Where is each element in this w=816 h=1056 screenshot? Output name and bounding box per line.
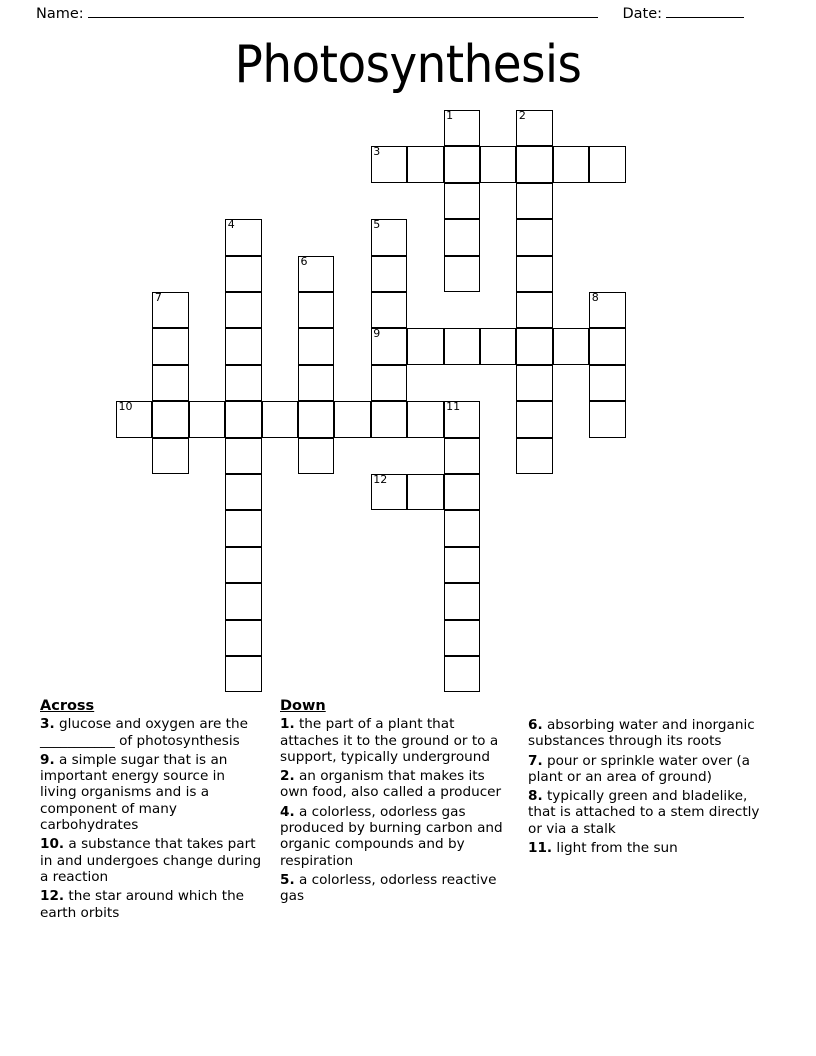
grid-cell[interactable] [298,438,334,474]
grid-cell[interactable] [480,328,516,364]
clue-number: 7. [528,752,543,769]
grid-cell[interactable] [371,146,407,182]
clue-item [528,788,776,837]
grid-cell-number: 11 [446,400,461,414]
clues-section [0,698,816,924]
clue-number: 9. [40,751,55,768]
grid-cell-number: 5 [373,218,381,232]
clue-text: light from the sun [552,840,678,857]
clue-number: 12. [40,888,65,905]
grid-cell[interactable] [116,401,152,437]
grid-cell[interactable] [516,401,552,437]
clue-number: 11. [528,840,553,857]
down-clue-list-2 [528,717,776,856]
grid-cell[interactable] [225,474,261,510]
grid-cell[interactable] [444,620,480,656]
grid-cell[interactable] [407,328,443,364]
grid-cell[interactable] [516,183,552,219]
grid-cell[interactable] [189,401,225,437]
grid-cell-number: 2 [518,109,526,122]
grid-cell[interactable] [225,256,261,292]
clue-item [40,752,262,833]
grid-cell[interactable] [516,328,552,364]
grid-cell[interactable] [371,256,407,292]
grid-cell[interactable] [225,292,261,328]
grid-cell-number: 9 [373,327,381,341]
grid-cell[interactable] [480,146,516,182]
clue-text: typically green and bladelike, that is attached to a stem directly or via a stalk [528,788,760,837]
grid-cell[interactable] [152,438,188,474]
grid-cell[interactable] [152,292,188,328]
clue-text: a substance that takes part in and undergoes change during a reaction [40,836,262,885]
clue-item [40,716,262,749]
grid-cell[interactable] [589,146,625,182]
grid-cell[interactable] [225,438,261,474]
grid-cell[interactable] [444,438,480,474]
clue-item [528,840,776,856]
clue-item [280,872,510,905]
grid-cell[interactable] [407,401,443,437]
clue-text: pour or sprinkle water over (a plant or an area of ground) [528,752,750,785]
across-heading: Across [40,698,95,714]
clue-text: the star around which the earth orbits [40,888,245,921]
grid-cell[interactable] [152,365,188,401]
clue-item [528,753,776,786]
across-clue-list [40,716,262,921]
grid-cell[interactable] [589,401,625,437]
grid-cell[interactable] [444,583,480,619]
grid-cell[interactable] [589,328,625,364]
clue-number: 2. [280,768,295,785]
down-clue-list-1 [280,716,510,904]
grid-cell[interactable] [444,110,480,146]
clue-number: 4. [280,803,295,820]
clue-column-down-continued [528,698,776,924]
grid-cell-number: 10 [118,400,133,414]
grid-cell[interactable] [225,620,261,656]
grid-cell-number: 1 [446,109,454,122]
grid-cell[interactable] [516,438,552,474]
page-title: Photosynthesis [234,35,582,95]
grid-cell[interactable] [516,256,552,292]
name-label: Name: [36,6,84,22]
grid-cell[interactable] [152,328,188,364]
grid-cell-number: 3 [373,145,381,159]
grid-cell[interactable] [516,292,552,328]
clue-item [280,716,510,765]
grid-cell[interactable] [444,219,480,255]
grid-cell[interactable] [225,656,261,692]
grid-cell[interactable] [444,328,480,364]
clue-text: glucose and oxygen are the ___________ of photosynthesis [40,716,248,749]
grid-cell[interactable] [298,256,334,292]
grid-cell-number: 7 [154,291,162,304]
grid-cell[interactable] [444,547,480,583]
grid-cell[interactable] [225,510,261,546]
clue-column-spacer [528,698,776,717]
clue-text: an organism that makes its own food, also called a producer [280,768,502,801]
clue-text: a colorless, odorless reactive gas [280,871,497,905]
grid-cell[interactable] [444,401,480,437]
grid-cell[interactable] [516,365,552,401]
clue-number: 8. [528,788,543,805]
grid-cell[interactable] [262,401,298,437]
grid-cell[interactable] [225,547,261,583]
grid-cell-number: 4 [227,218,235,232]
grid-cell[interactable] [589,365,625,401]
grid-cell[interactable] [444,256,480,292]
clue-number: 10. [40,836,65,853]
clue-text: absorbing water and inorganic substances through its roots [528,717,755,750]
grid-cell[interactable] [589,292,625,328]
grid-cell[interactable] [407,146,443,182]
grid-cell[interactable] [516,146,552,182]
grid-cell[interactable] [444,146,480,182]
grid-cell-number: 6 [300,254,308,268]
grid-cell[interactable] [225,219,261,255]
clue-item [528,717,776,750]
clue-column-across [40,698,280,924]
grid-cell[interactable] [225,365,261,401]
clue-number: 5. [280,871,295,888]
clue-item [40,836,262,885]
grid-cell[interactable] [444,183,480,219]
grid-cell[interactable] [371,365,407,401]
grid-cell[interactable] [225,401,261,437]
clue-number: 1. [280,716,295,733]
grid-cell[interactable] [371,328,407,364]
clue-item [280,804,510,869]
grid-cell[interactable] [444,510,480,546]
date-label: Date: [622,6,662,22]
grid-cell[interactable] [553,146,589,182]
grid-cell[interactable] [152,401,188,437]
grid-cell[interactable] [298,365,334,401]
clue-item [280,768,510,801]
grid-cell[interactable] [371,401,407,437]
down-heading: Down [280,698,326,714]
grid-cell[interactable] [371,474,407,510]
grid-cell[interactable] [553,328,589,364]
grid-cell[interactable] [298,292,334,328]
grid-cell[interactable] [444,656,480,692]
grid-cell[interactable] [334,401,370,437]
clue-number: 3. [40,716,55,733]
grid-cell[interactable] [225,328,261,364]
grid-cell[interactable] [516,219,552,255]
grid-cell[interactable] [516,110,552,146]
grid-cell[interactable] [371,219,407,255]
grid-cell[interactable] [225,583,261,619]
clue-column-down [280,698,528,924]
grid-cell[interactable] [407,474,443,510]
grid-cell-number: 12 [373,473,388,486]
clue-text: a simple sugar that is an important energy source in living organisms and is a component of many carbohydrates [40,751,228,834]
grid-cell[interactable] [298,401,334,437]
grid-cell[interactable] [444,474,480,510]
clue-number: 6. [528,717,543,733]
grid-cell-number: 8 [591,291,599,304]
grid-cell[interactable] [371,292,407,328]
clue-text: the part of a plant that attaches it to the ground or to a support, typically underground [280,716,499,765]
clue-text: a colorless, odorless gas produced by burning carbon and organic compounds and by respiration [280,803,503,869]
clue-item [40,888,262,921]
grid-cell[interactable] [298,328,334,364]
